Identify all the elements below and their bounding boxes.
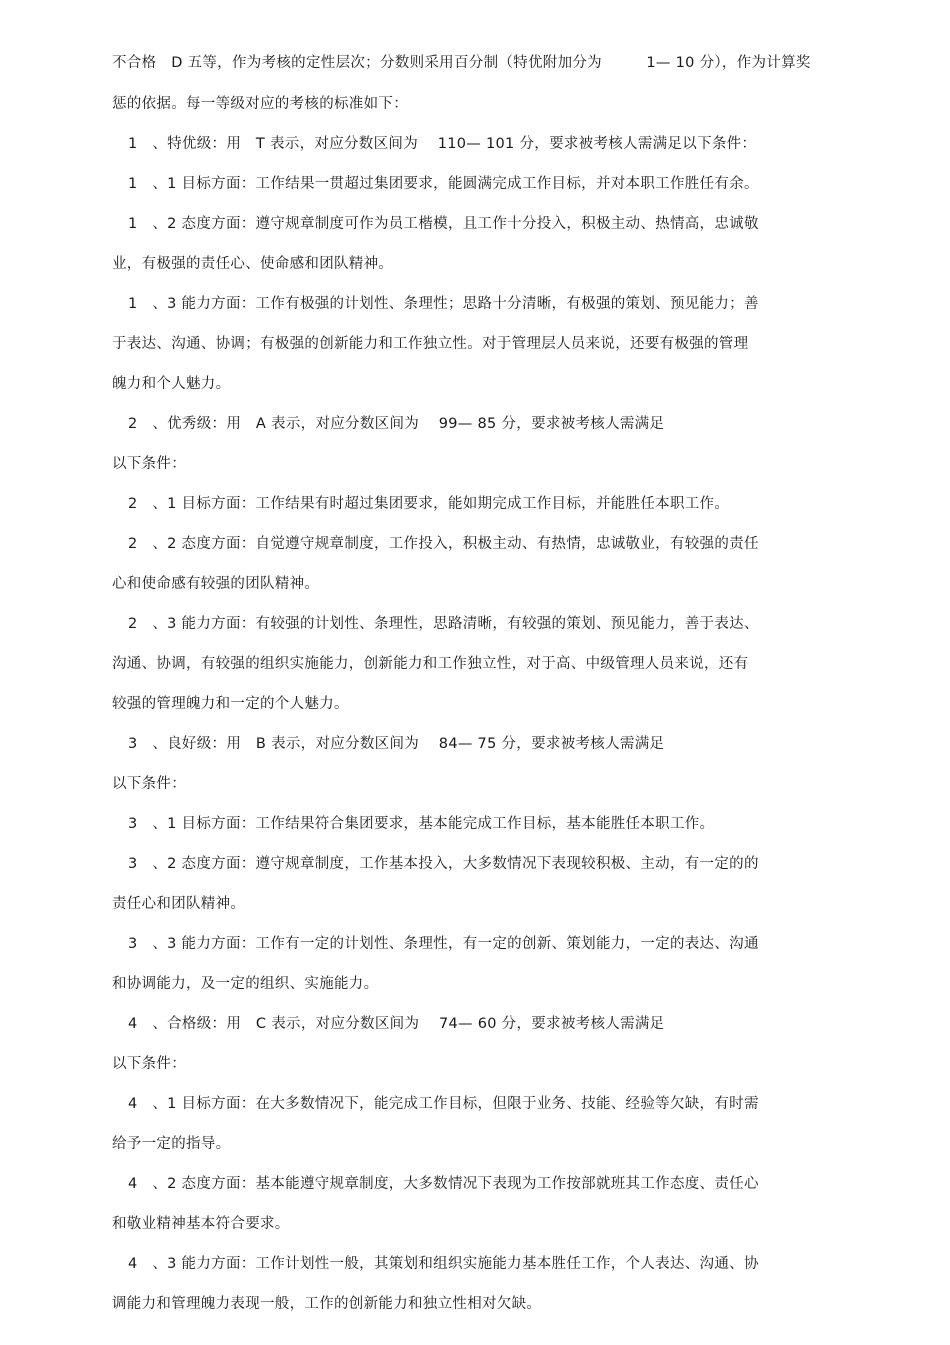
text-line: 2 、3 能力方面：有较强的计划性、条理性，思路清晰，有较强的策划、预见能力，善于表达、 — [128, 616, 759, 632]
text-line: 惩的依据。每一等级对应的考核的标准如下： — [112, 96, 408, 112]
text-line: 3 、良好级：用 B 表示，对应分数区间为 84— 75 分，要求被考核人需满足 — [128, 736, 665, 752]
text-line: 业，有极强的责任心、使命感和团队精神。 — [112, 256, 394, 272]
text-line: 魄力和个人魅力。 — [112, 376, 231, 392]
text-line: 4 、合格级：用 C 表示，对应分数区间为 74— 60 分，要求被考核人需满足 — [128, 1016, 665, 1032]
text-line: 3 、3 能力方面：工作有一定的计划性、条理性，有一定的创新、策划能力，一定的表达、沟通 — [128, 936, 759, 952]
text-line: 较强的管理魄力和一定的个人魅力。 — [112, 696, 349, 712]
text-line: 心和使命感有较强的团队精神。 — [112, 576, 320, 592]
text-line: 和协调能力，及一定的组织、实施能力。 — [112, 976, 379, 992]
text-line: 2 、2 态度方面：自觉遵守规章制度，工作投入，积极主动、有热情，忠诚敬业，有较强的责任 — [128, 536, 759, 552]
text-line: 于表达、沟通、协调；有极强的创新能力和工作独立性。对于管理层人员来说，还要有极强的管理 — [112, 336, 749, 352]
text-line: 3 、1 目标方面：工作结果符合集团要求，基本能完成工作目标，基本能胜任本职工作。 — [128, 816, 715, 832]
text-line: 1 、1 目标方面：工作结果一贯超过集团要求，能圆满完成工作目标，并对本职工作胜任有余。 — [128, 176, 759, 192]
text-line: 不合格 D 五等，作为考核的定性层次；分数则采用百分制（特优附加分为 1— 10 分），作为计算奖 — [112, 55, 811, 71]
text-line: 沟通、协调，有较强的组织实施能力，创新能力和工作独立性，对于高、中级管理人员来说，还有 — [112, 656, 749, 672]
text-line: 调能力和管理魄力表现一般，工作的创新能力和独立性相对欠缺。 — [112, 1296, 542, 1312]
text-line: 给予一定的指导。 — [112, 1136, 231, 1152]
text-line: 以下条件： — [112, 1056, 186, 1072]
text-line: 1 、3 能力方面：工作有极强的计划性、条理性；思路十分清晰，有极强的策划、预见能力；善 — [128, 296, 759, 312]
text-line: 3 、2 态度方面：遵守规章制度，工作基本投入，大多数情况下表现较积极、主动，有一定的的 — [128, 856, 759, 872]
text-line: 2 、1 目标方面：工作结果有时超过集团要求，能如期完成工作目标，并能胜任本职工作。 — [128, 496, 730, 512]
text-line: 4 、1 目标方面：在大多数情况下，能完成工作目标，但限于业务、技能、经验等欠缺，有时需 — [128, 1096, 759, 1112]
text-line: 4 、3 能力方面：工作计划性一般，其策划和组织实施能力基本胜任工作，个人表达、沟通、协 — [128, 1256, 759, 1272]
text-line: 以下条件： — [112, 776, 186, 792]
text-line: 2 、优秀级：用 A 表示，对应分数区间为 99— 85 分，要求被考核人需满足 — [128, 416, 665, 432]
text-line: 和敬业精神基本符合要求。 — [112, 1216, 290, 1232]
text-line: 4 、2 态度方面：基本能遵守规章制度，大多数情况下表现为工作按部就班其工作态度、责任心 — [128, 1176, 759, 1192]
text-line: 1 、特优级：用 T 表示，对应分数区间为 110— 101 分，要求被考核人需满足以下条件： — [128, 136, 757, 152]
text-line: 以下条件： — [112, 456, 186, 472]
text-line: 责任心和团队精神。 — [112, 896, 246, 912]
text-line: 1 、2 态度方面：遵守规章制度可作为员工楷模，且工作十分投入，积极主动、热情高，忠诚敬 — [128, 216, 759, 232]
